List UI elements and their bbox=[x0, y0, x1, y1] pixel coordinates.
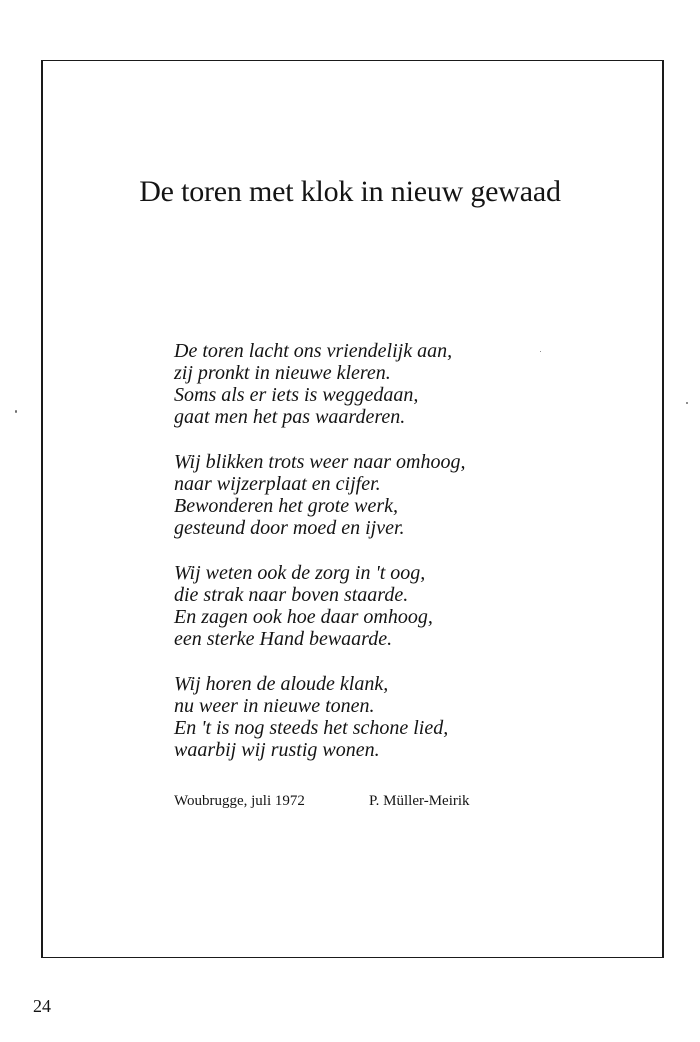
poem-body bbox=[174, 340, 594, 784]
poem-line: Wij horen de aloude klank, bbox=[174, 673, 389, 695]
poem-line: Wij weten ook de zorg in 't oog, bbox=[174, 562, 426, 584]
scan-speck bbox=[15, 410, 17, 413]
poem-line: En 't is nog steeds het schone lied, bbox=[174, 717, 449, 739]
place-date: Woubrugge, juli 1972 bbox=[174, 793, 305, 809]
poem-line: gesteund door moed en ijver. bbox=[174, 517, 405, 539]
stanza-1 bbox=[174, 340, 594, 428]
stanza-3 bbox=[174, 562, 594, 650]
poem-line: Soms als er iets is weggedaan, bbox=[174, 384, 419, 406]
poem-line: Wij blikken trots weer naar omhoog, bbox=[174, 451, 466, 473]
poem-line: naar wijzerplaat en cijfer. bbox=[174, 473, 381, 495]
stanza-4 bbox=[174, 673, 594, 761]
author-name: P. Müller-Meirik bbox=[369, 793, 470, 809]
poem-line: De toren lacht ons vriendelijk aan, bbox=[174, 340, 453, 362]
poem-title: De toren met klok in nieuw gewaad bbox=[139, 175, 561, 208]
poem-line: nu weer in nieuwe tonen. bbox=[174, 695, 375, 717]
page-number: 24 bbox=[33, 996, 51, 1016]
poem-line: Bewonderen het grote werk, bbox=[174, 495, 399, 517]
poem-line: waarbij wij rustig wonen. bbox=[174, 739, 380, 761]
poem-line: een sterke Hand bewaarde. bbox=[174, 628, 393, 650]
poem-line: gaat men het pas waarderen. bbox=[174, 406, 406, 428]
scan-speck bbox=[686, 402, 688, 404]
poem-line: die strak naar boven staarde. bbox=[174, 584, 409, 606]
poem-line: zij pronkt in nieuwe kleren. bbox=[174, 362, 391, 384]
scan-speck bbox=[540, 351, 541, 352]
stanza-2 bbox=[174, 451, 594, 539]
poem-line: En zagen ook hoe daar omhoog, bbox=[174, 606, 433, 628]
